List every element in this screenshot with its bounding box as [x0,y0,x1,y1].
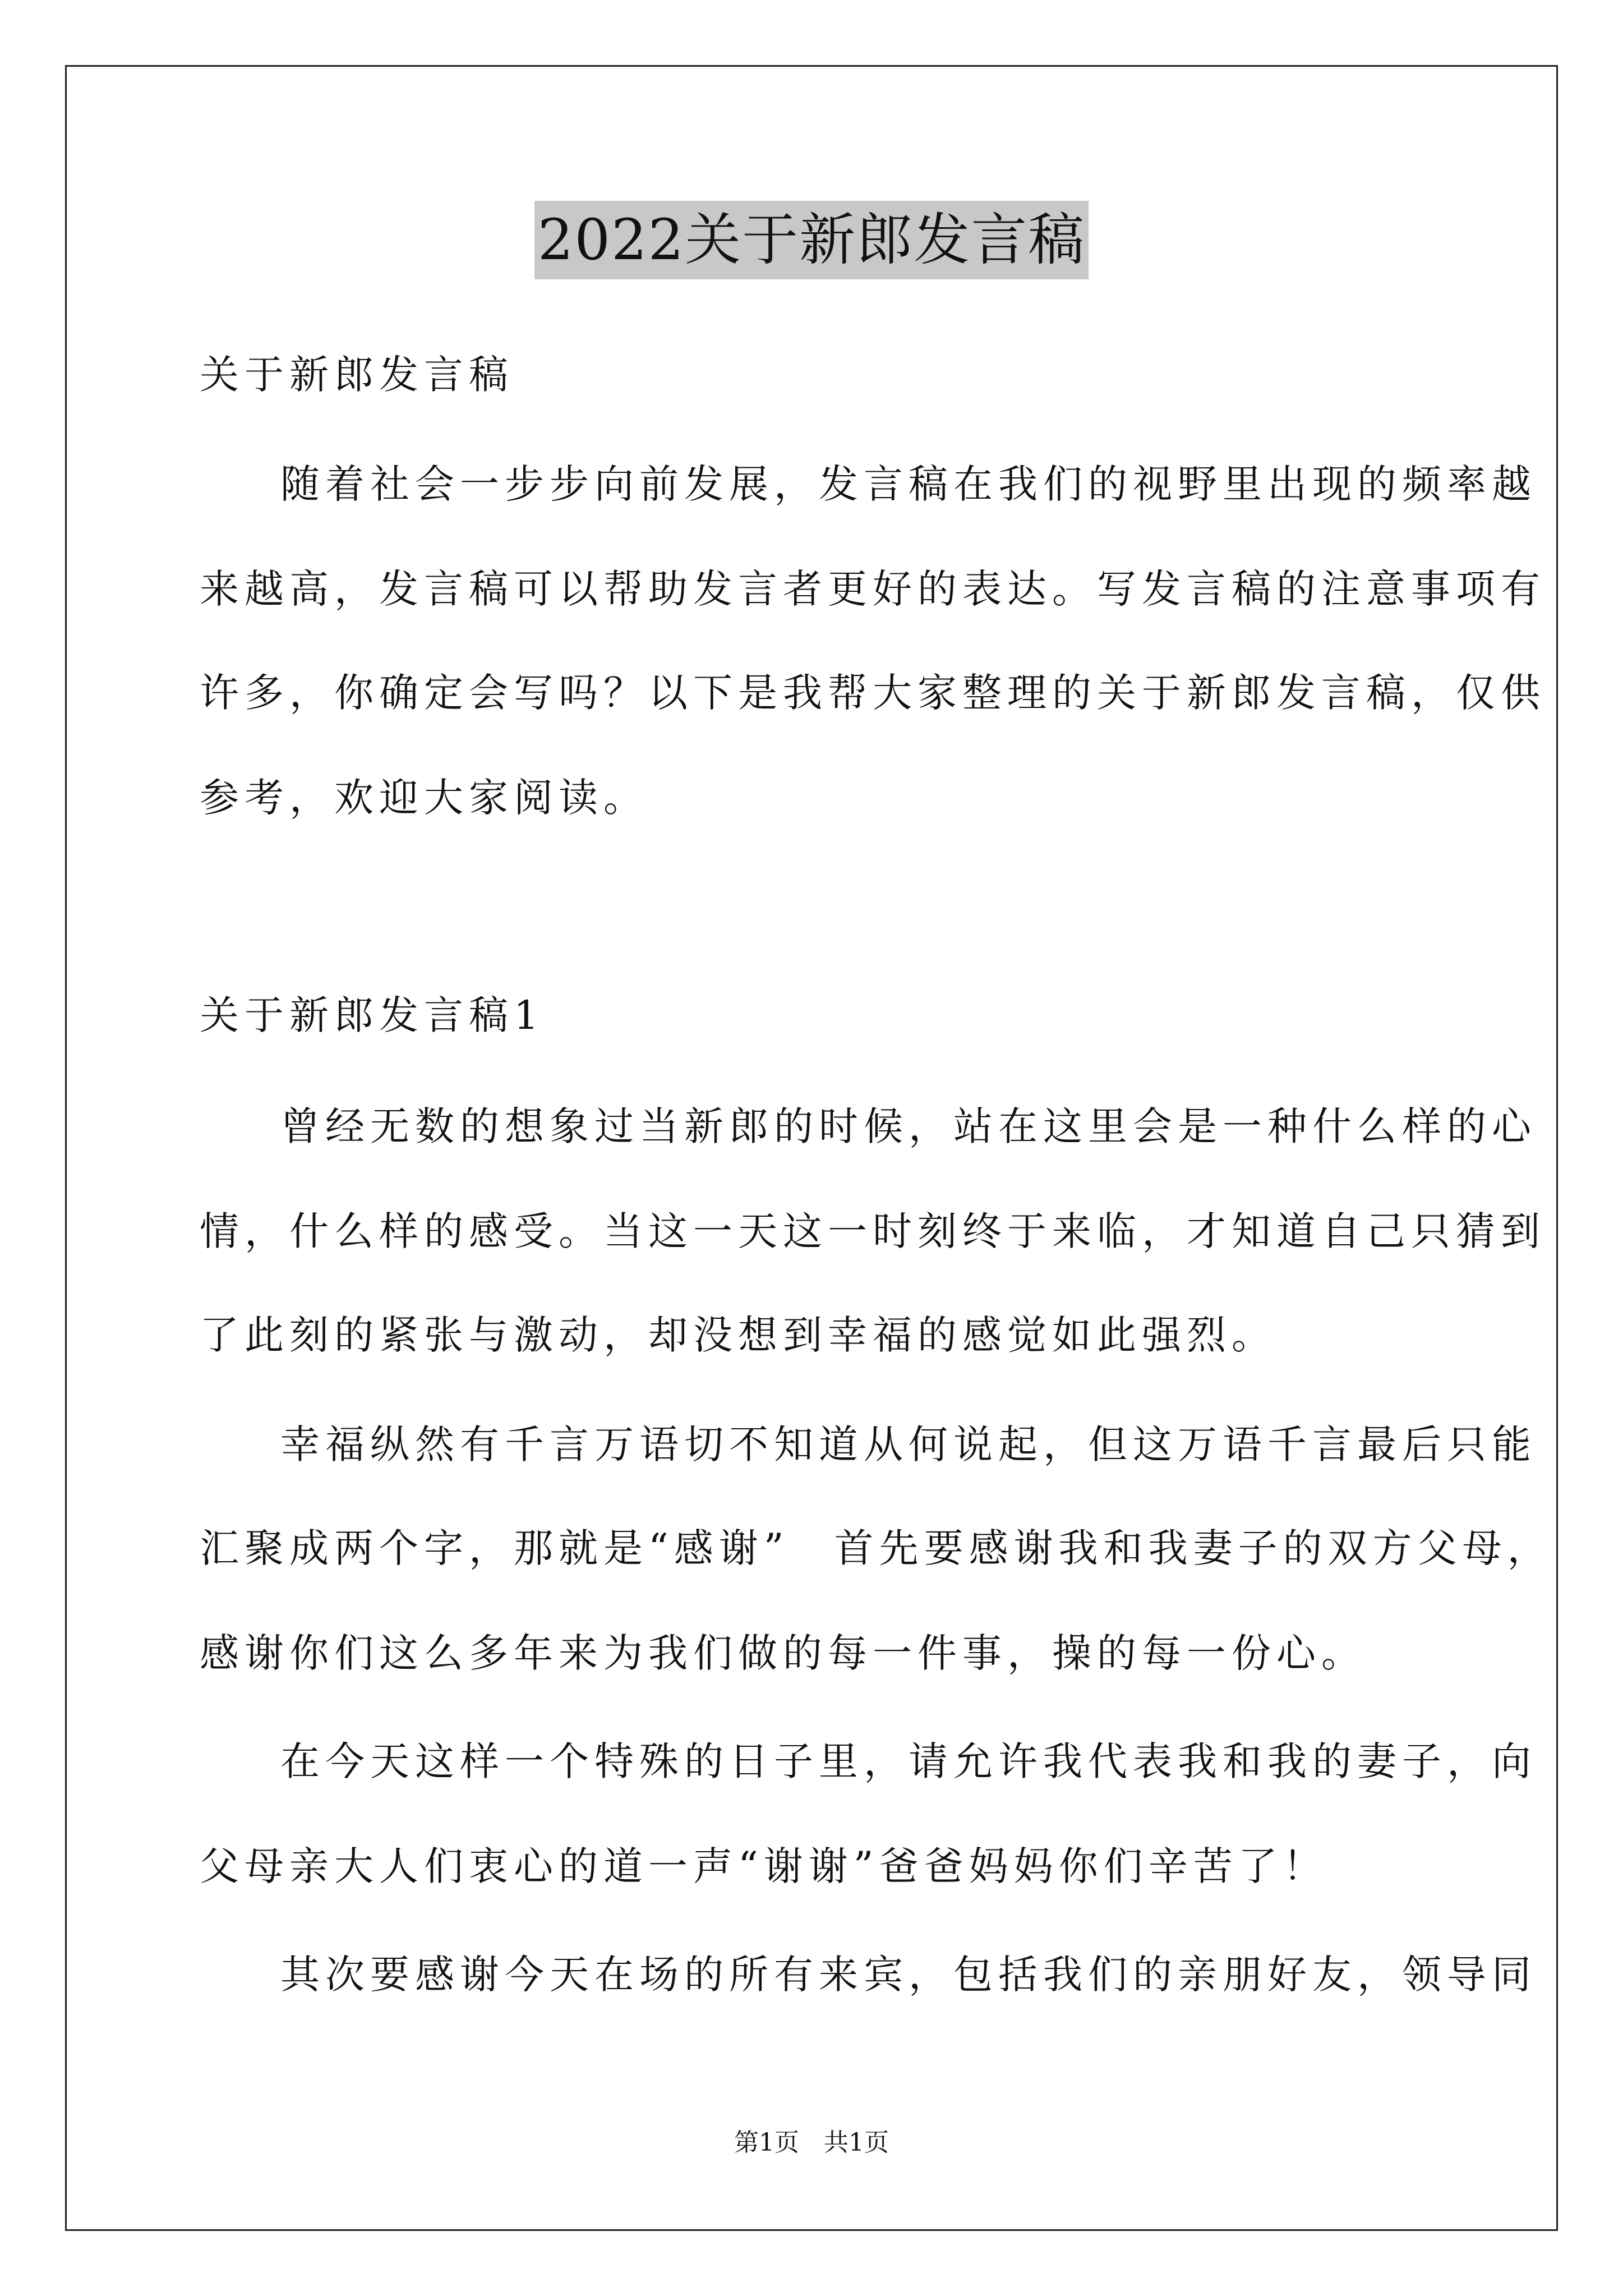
paragraph-line: 随着社会一步步向前发展，发言稿在我们的视野里出现的频率越 [280,461,1537,507]
paragraph-line: 在今天这样一个特殊的日子里，请允许我代表我和我的妻子，向 [280,1738,1537,1784]
intro-heading: 关于新郎发言稿 [200,352,514,398]
paragraph-line: 其次要感谢今天在场的所有来宾，包括我们的亲朋好友，领导同 [280,1952,1537,1998]
page-footer: 第1页 共1页 [734,2128,889,2157]
paragraph-line: 情，什么样的感受。当这一天这一时刻终于来临，才知道自己只猜到 [200,1208,1546,1254]
paragraph-line: 许多，你确定会写吗？以下是我帮大家整理的关于新郎发言稿，仅供 [200,670,1546,716]
paragraph-line: 汇聚成两个字，那就是“感谢” 首先要感谢我和我妻子的双方父母， [200,1525,1552,1571]
paragraph-line: 感谢你们这么多年来为我们做的每一件事，操的每一份心。 [200,1630,1366,1676]
paragraph-line: 父母亲大人们衷心的道一声“谢谢”爸爸妈妈你们辛苦了！ [200,1843,1328,1889]
document-title: 2022关于新郎发言稿 [534,201,1089,279]
section-heading: 关于新郎发言稿1 [200,992,545,1038]
paragraph-line: 了此刻的紧张与激动，却没想到幸福的感觉如此强烈。 [200,1312,1276,1358]
paragraph-line: 来越高，发言稿可以帮助发言者更好的表达。写发言稿的注意事项有 [200,566,1546,612]
paragraph-line: 曾经无数的想象过当新郎的时候，站在这里会是一种什么样的心 [280,1103,1537,1149]
paragraph-line: 幸福纵然有千言万语切不知道从何说起，但这万语千言最后只能 [280,1421,1537,1467]
paragraph-line: 参考，欢迎大家阅读。 [200,775,648,821]
title-container [0,201,1623,279]
